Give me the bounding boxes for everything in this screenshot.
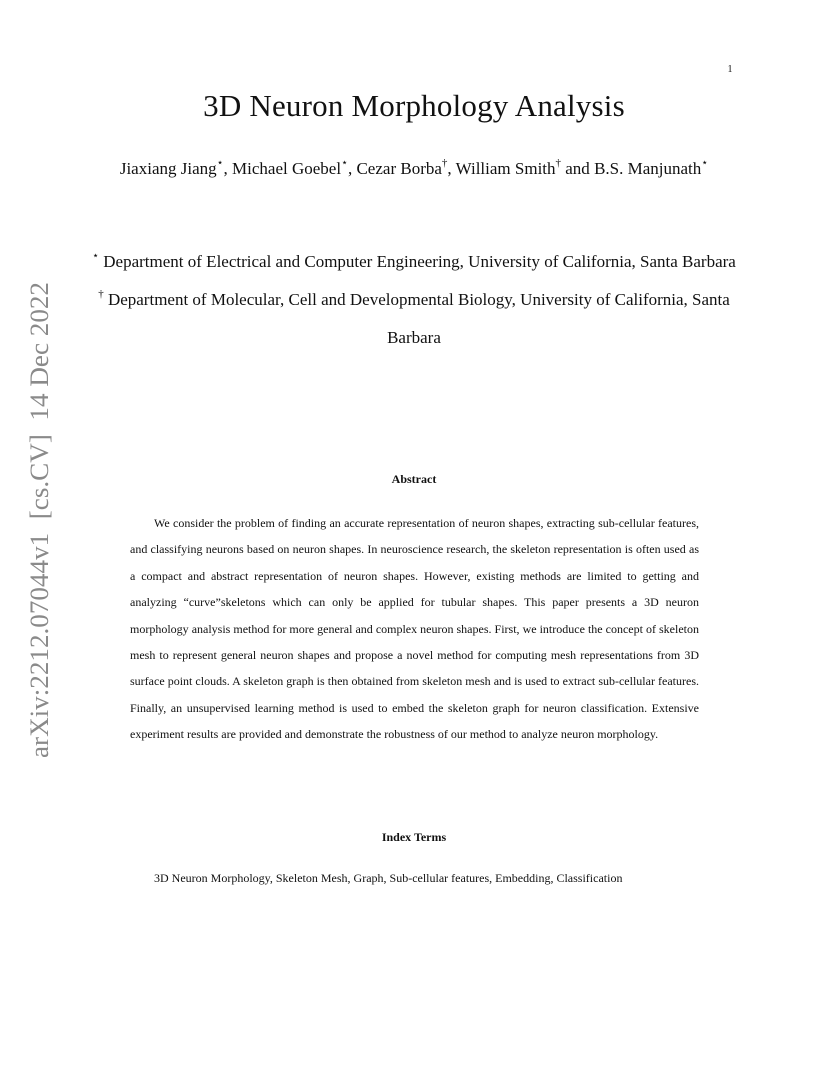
author <box>594 159 708 178</box>
author-list <box>100 150 728 188</box>
author-name: Cezar Borba <box>356 159 442 178</box>
arxiv-identifier-stamp <box>16 280 60 760</box>
author-name: Michael Goebel <box>232 159 342 178</box>
affiliation-text: Department of Molecular, Cell and Developmental Biology, University of California, Santa Barbara <box>107 290 730 347</box>
affiliation-mark: † <box>555 157 562 170</box>
arxiv-identifier-text: arXiv:2212.07044v1 [cs.CV] 14 Dec 2022 <box>25 301 54 758</box>
affiliation-mark: ⋆ <box>341 157 348 170</box>
author <box>120 159 232 178</box>
affiliation <box>90 243 738 281</box>
abstract-heading: Abstract <box>391 472 437 486</box>
author-separator: and <box>561 159 595 178</box>
paper-title: 3D Neuron Morphology Analysis <box>203 88 625 123</box>
affiliation-mark: ⋆ <box>216 157 224 170</box>
index-terms-text: 3D Neuron Morphology, Skeleton Mesh, Graph, Sub-cellular features, Embedding, Classification <box>154 871 623 885</box>
index-terms-heading: Index Terms <box>381 830 447 844</box>
author <box>456 159 594 178</box>
affiliation-mark: † <box>441 157 448 170</box>
author-name: Jiaxiang Jiang <box>119 159 217 178</box>
page-number: 1 <box>727 64 733 75</box>
author-name: B.S. Manjunath <box>594 159 702 178</box>
affiliation-text: Department of Electrical and Computer Engineering, University of California, Santa Barbara <box>103 252 736 271</box>
author <box>356 159 455 178</box>
abstract-text: We consider the problem of finding an accurate representation of neuron shapes, extracting sub-cellular features, and classifying neurons based on neuron shapes. In neuroscience research, the skeleton representation is often used as a compact and abstract representation of neuron shapes. However, existing methods are limited to getting and analyzing “curve”skeletons which can only be applied for tubular shapes. This paper presents a 3D neuron morphology analysis method for more general and complex neuron shapes. First, we introduce the concept of skeleton mesh to represent general neuron shapes and propose a novel method for computing mesh representations from 3D surface point clouds. A skeleton graph is then obtained from skeleton mesh and is used to extract sub-cellular features. Finally, an unsupervised learning method is used to embed the skeleton graph for neuron classification. Extensive experiment results are provided and demonstrate the robustness of our method to analyze neuron morphology. <box>130 516 699 742</box>
affiliation-mark: ⋆ <box>701 157 709 170</box>
affiliation <box>90 281 738 357</box>
affiliation-mark: † <box>98 288 104 301</box>
author-separator: , <box>447 159 456 178</box>
author-separator: , <box>223 159 233 178</box>
affiliation-mark: ⋆ <box>92 250 100 263</box>
author <box>232 159 356 178</box>
author-separator: , <box>347 159 357 178</box>
author-name: William Smith <box>455 159 556 178</box>
affiliation-list <box>90 243 738 357</box>
